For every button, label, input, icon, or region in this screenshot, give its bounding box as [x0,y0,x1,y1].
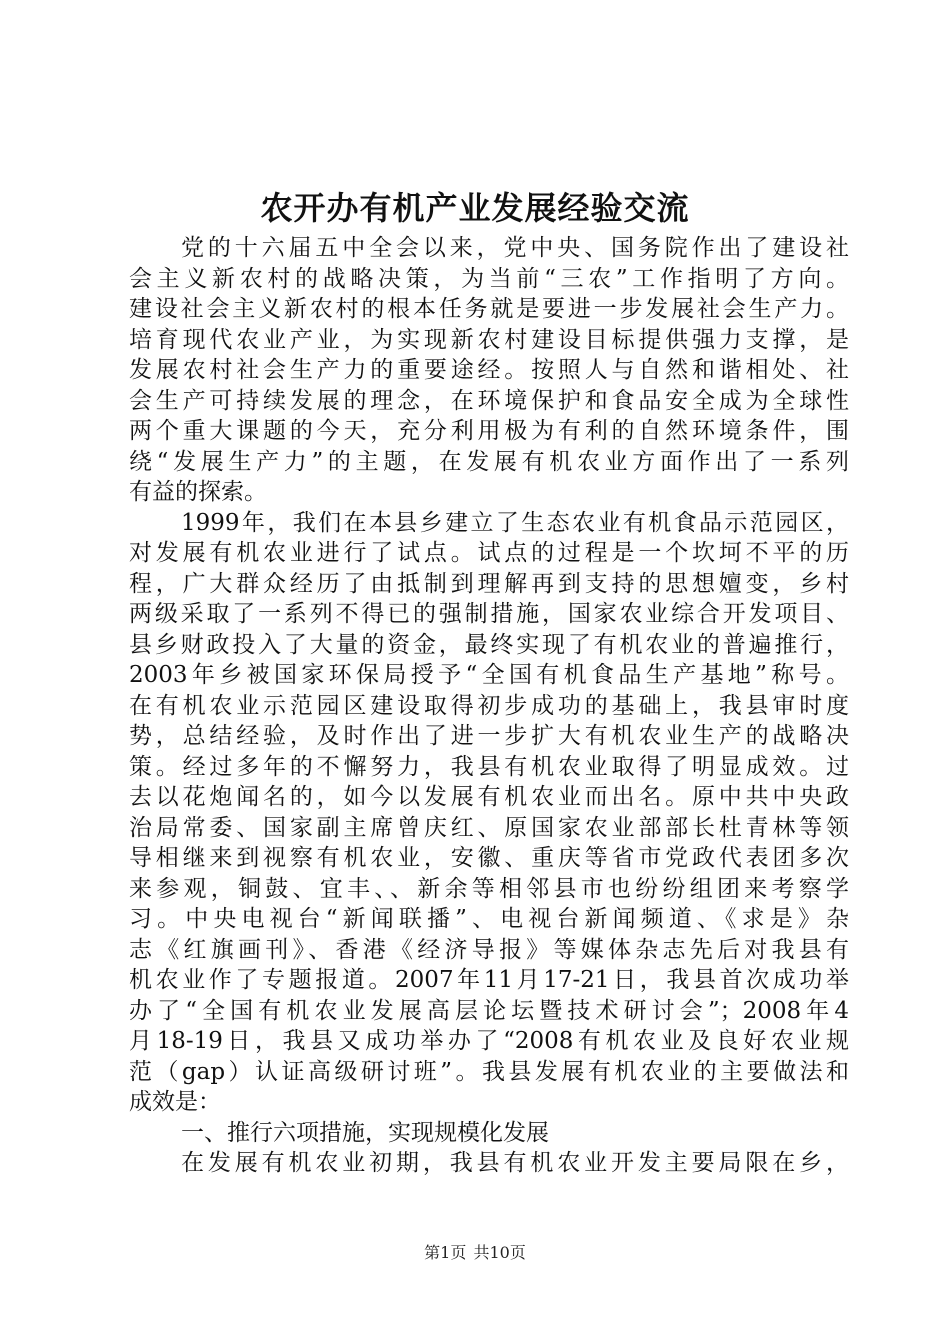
text-line: 会主义新农村的战略决策，为当前“三农”工作指明了方向。 [129,265,849,292]
text-line: 成效是： [129,1089,221,1115]
text-line: 范（gap）认证高级研讨班”。我县发展有机农业的主要做法和 [129,1058,849,1085]
text-line: 在发展有机农业初期，我县有机农业开发主要局限在乡， [181,1150,849,1176]
document-body [129,233,849,1179]
text-line: 治局常委、国家副主席曾庆红、原国家农业部部长杜青林等领 [129,814,849,841]
text-line: 两级采取了一系列不得已的强制措施，国家农业综合开发项目、 [129,601,849,627]
page-total: 共10页 [473,1243,526,1262]
text-line: 建设社会主义新农村的根本任务就是要进一步发展社会生产力。 [129,296,849,322]
text-line: 机农业作了专题报道。2007年11月17-21日，我县首次成功举 [129,967,849,993]
text-line: 习。中央电视台“新闻联播”、电视台新闻频道、《求是》杂 [129,906,849,932]
page-footer [0,1241,950,1265]
text-line: 绕“发展生产力”的主题，在发展有机农业方面作出了一系列 [129,448,849,475]
text-line: 在有机农业示范园区建设取得初步成功的基础上，我县审时度 [129,692,849,719]
text-line: 导相继来到视察有机农业，安徽、重庆等省市党政代表团多次 [129,845,849,871]
text-line: 党的十六届五中全会以来，党中央、国务院作出了建设社 [181,235,849,261]
text-line: 势，总结经验，及时作出了进一步扩大有机农业生产的战略决 [129,723,849,749]
text-line: 去以花炮闻名的，如今以发展有机农业而出名。原中共中央政 [129,784,849,810]
text-line: 会生产可持续发展的理念，在环境保护和食品安全成为全球性 [129,387,849,414]
text-line: 策。经过多年的不懈努力，我县有机农业取得了明显成效。过 [129,753,849,780]
text-line: 来参观，铜鼓、宜丰、、新余等相邻县市也纷纷组团来考察学 [129,875,849,902]
text-line: 两个重大课题的今天，充分利用极为有利的自然环境条件，围 [129,418,849,444]
text-line: 发展农村社会生产力的重要途经。按照人与自然和谐相处、社 [129,357,849,383]
text-line: 2003年乡被国家环保局授予“全国有机食品生产基地”称号。 [129,662,849,688]
text-line: 月18-19日，我县又成功举办了“2008有机农业及良好农业规 [129,1028,849,1054]
text-line: 办了“全国有机农业发展高层论坛暨技术研讨会”；2008年4 [129,997,849,1024]
text-line: 县乡财政投入了大量的资金，最终实现了有机农业的普遍推行， [129,631,849,658]
text-line: 1999年，我们在本县乡建立了生态农业有机食品示范园区， [181,509,849,536]
page-number: 第1页 [424,1243,467,1262]
section-heading: 一、推行六项措施，实现规模化发展 [181,1119,549,1146]
text-line: 程，广大群众经历了由抵制到理解再到支持的思想嬗变，乡村 [129,570,849,597]
text-line: 志《红旗画刊》、香港《经济导报》等媒体杂志先后对我县有 [129,936,849,963]
text-line: 培育现代农业产业，为实现新农村建设目标提供强力支撑，是 [129,326,849,353]
text-line: 对发展有机农业进行了试点。试点的过程是一个坎坷不平的历 [129,540,849,566]
document-title: 农开办有机产业发展经验交流 [260,189,690,227]
text-line: 有益的探索。 [129,479,267,505]
